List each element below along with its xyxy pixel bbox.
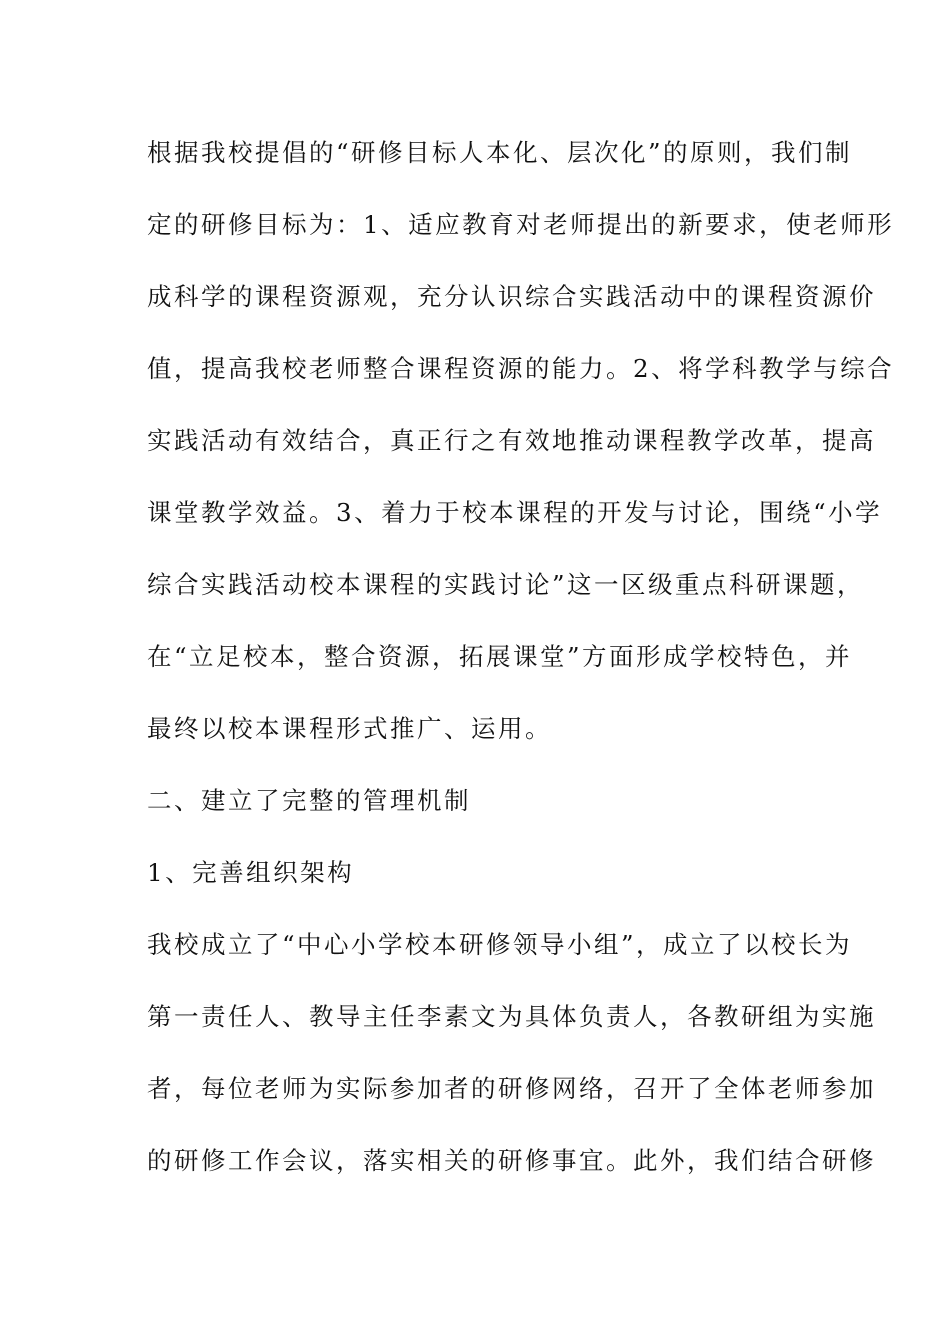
text-line: 根据我校提倡的“研修目标人本化、层次化”的原则，我们制 <box>147 138 853 167</box>
text-line: 者，每位老师为实际参加者的研修网络，召开了全体老师参加 <box>147 1074 876 1103</box>
text-line: 成科学的课程资源观，充分认识综合实践活动中的课程资源价 <box>147 282 876 311</box>
text-line: 的研修工作会议，落实相关的研修事宜。此外，我们结合研修 <box>147 1146 876 1175</box>
text-line: 值，提高我校老师整合课程资源的能力。2、将学科教学与综合 <box>147 354 895 383</box>
text-line: 综合实践活动校本课程的实践讨论”这一区级重点科研课题， <box>147 570 865 599</box>
section-heading: 二、建立了完整的管理机制 <box>147 786 471 815</box>
subsection-heading: 1、完善组织架构 <box>147 858 355 887</box>
text-line: 定的研修目标为：1、适应教育对老师提出的新要求，使老师形 <box>147 210 895 239</box>
text-line: 我校成立了“中心小学校本研修领导小组”，成立了以校长为 <box>147 930 853 959</box>
text-line: 课堂教学效益。3、着力于校本课程的开发与讨论，围绕“小学 <box>147 498 883 527</box>
text-line: 最终以校本课程形式推广、运用。 <box>147 714 552 743</box>
text-line: 在“立足校本，整合资源，拓展课堂”方面形成学校特色，并 <box>147 642 853 671</box>
text-line: 实践活动有效结合，真正行之有效地推动课程教学改革，提高 <box>147 426 876 455</box>
text-line: 第一责任人、教导主任李素文为具体负责人，各教研组为实施 <box>147 1002 876 1031</box>
